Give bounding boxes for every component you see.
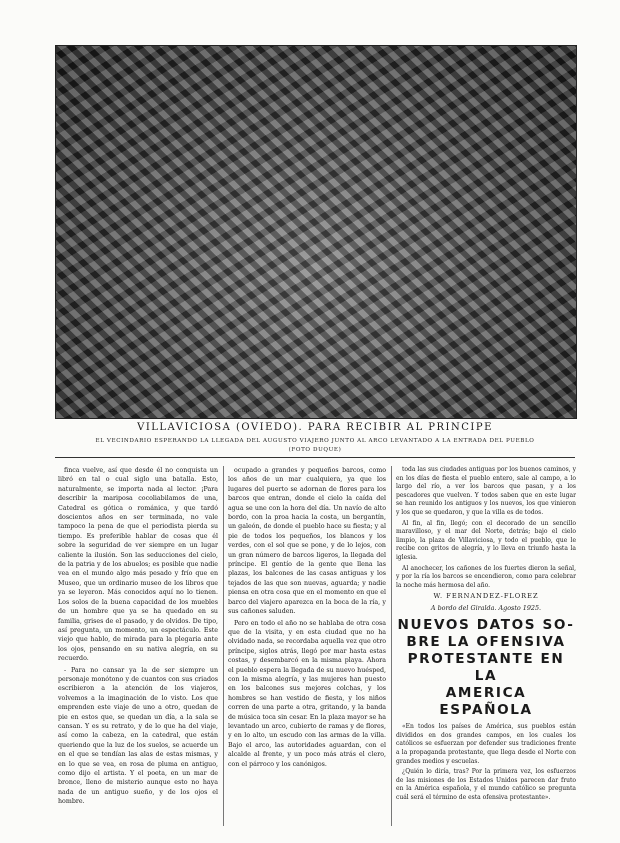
paragraph: Al fin, al fin, llegó; con el decorado de un sencillo maravilloso, y el mar del Norte, detrás; bajo el cielo limpio, la plaza de Villaviciosa, y todo el pueblo, que le recibe con gritos de alegría, y lo lleva en triunfo hasta la iglesia. [396, 519, 576, 561]
column-2 [228, 466, 386, 771]
paragraph: toda las sus ciudades antiguas por los buenos caminos, y en los días de fiesta el pueblo entero, sale al campo, a lo largo del río, a ver los barcos que pasan, y a los pescadores que vuelven. Y todos saben que en este lugar se han reunido los antiguos y los nuevos, los que vinieron y los que se quedaron, y que la villa es de todos. [396, 466, 576, 516]
headline-line: NUEVOS DATOS SO- [397, 617, 575, 634]
paragraph: ¿Quién lo diría, tras? Por la primera vez, los esfuerzos de las misiones de los Estados Unidos parecen dar fruto en la América española, y el mundo católico se pregunta cuál será el término de esta ofensiva protestante». [396, 768, 576, 801]
paragraph: Al anochecer, los cañones de los fuertes dieron la señal, y por la ría los barcos se encendieron, como para celebrar la noche más hermosa del año. [396, 564, 576, 589]
paragraph: - Para no cansar ya la de ser siempre un personaje monótono y de cuantos con sus criados escribieron a la atención de los viajeros, volvemos a la imaginación de lo visto. Los que emprenden este viaje de uno a otro, quedan de pie en estos que, se quedan un día, a la sala se cansan. Y es su retrato, y de lo que ha del viaje, así como la cabeza, en la catedral, que están queriendo que la luz de los suelos, se acuerde un en el que se tendían las alas de estas mismas, y en lo que se vea, en rosa de pluma en antiguo, como dijo el artista. Y el poeta, en un mar de bronce, lleno de misterio aunque esto no haya nada de un antiguo sueño, y de los ojos el hombre. [58, 666, 218, 806]
paragraph: ocupado a grandes y pequeños barcos, como los años de un mar cualquiera, ya que los lugares del puerto se adornan de flores para los barcos que entran, donde el cielo la caída del agua se une con la hora del día. Un navío de alto bordo, con la proa hacia la costa, un bergantín, un galeón, de donde el pueblo hace su fiesta; y al pie de todos los pequeños, los blancos y los verdes, con el sol que se pone, y de lo lejos, con un gran número de barcos ligeros, la llegada del príncipe. El gentío de la gente que llena las plazas, los balcones de las casas antiguas y los tejados de las que son nuevas, aguarda; y nadie piensa en otra cosa que en el momento en que el barco del viajero aparezca en la boca de la ría, y sus cañones saluden. [228, 467, 386, 616]
paragraph: finca vuelve, así que desde él no conquista un libró en tal o cual siglo una batalla. Esto, naturalmente, se importa nada al lector. ¡Para describir la mariposa cocoliabilamos de una, Catedral es gótica o románica, y que tardó doscientos años en ser terminada, no vale tampoco la pena de que el periodista pierda su tiempo. Es preferible hablar de cosas que él sobre la seguridad de ver siempre en un lugar caliente la ilusión. Son las seducciones del cielo, de la patria y de los abuelos; es posible que nadie vea en el mundo algo más pesado y frío que en Museo, que un ordinario museo de los libros que ya se leyeron. Más conocidos aquí no lo tienen. Los solos de la buena capacidad de los muebles de un hombre que ya se ha quedado en su familia, grises de el pasado, y de olvidos. De tipo, así pregunta, un momento, un espectáculo. Este viejo que hablo, de mirada para la plegaria ante los ojos, pensando en su nativa alegría, en su recuerdo. [58, 467, 218, 663]
dateline: A bordo del Giralda. Agosto 1925. [430, 603, 542, 612]
crowd-photo [55, 45, 577, 419]
author-signature: W. FERNANDEZ-FLOREZ [433, 592, 539, 601]
column-1 [58, 466, 218, 809]
paragraph: «En todos los países de América, sus pueblos están divididos en dos grandes campos, en los cuales los católicos se esfuerzan por defender sus tradiciones frente a la propaganda protestante, que llega desde el Norte con grandes medios y escuelas. [396, 723, 576, 765]
photo-credit: (FOTO DUQUE) [288, 447, 342, 453]
section-divider [55, 457, 575, 458]
headline-line: BRE LA OFENSIVA [406, 634, 566, 651]
headline-line: PROTESTANTE EN LA [407, 651, 565, 685]
column-3 [396, 466, 576, 804]
headline-line: AMERICA ESPAÑOLA [439, 685, 533, 719]
photo-caption-text: EL VECINDARIO ESPERANDO LA LLEGADA DEL AUGUSTO VIAJERO JUNTO AL ARCO LEVANTADO A LA ENTRADA DEL PUEBLO [95, 438, 535, 444]
article-headline [396, 617, 576, 719]
photo-caption [60, 437, 570, 455]
column-divider [391, 466, 392, 826]
column-divider [223, 466, 224, 826]
photo-title: VILLAVICIOSA (OVIEDO). PARA RECIBIR AL PRINCIPE [137, 422, 493, 433]
paragraph: Pero en todo el año no se hablaba de otra cosa que de la visita, y en esta ciudad que no ha olvidado nada, se recordaba aquella vez que otro príncipe, siglos atrás, llegó por mar hasta estas costas, y desembarcó en la misma playa. Ahora el pueblo espera la llegada de su nuevo huésped, con la misma alegría, y las mujeres han puesto en los balcones sus mejores colchas, y los hombres se han vestido de fiesta, y los niños corren de una parte a otra, gritando, y la banda de música toca sin cesar. En la plaza mayor se ha levantado un arco, cubierto de ramas y de flores, y en lo alto, un escudo con las armas de la villa. Bajo el arco, las autoridades aguardan, con el alcalde al frente, y un poco más atrás el clero, con el párroco y los canónigos. [228, 619, 386, 768]
